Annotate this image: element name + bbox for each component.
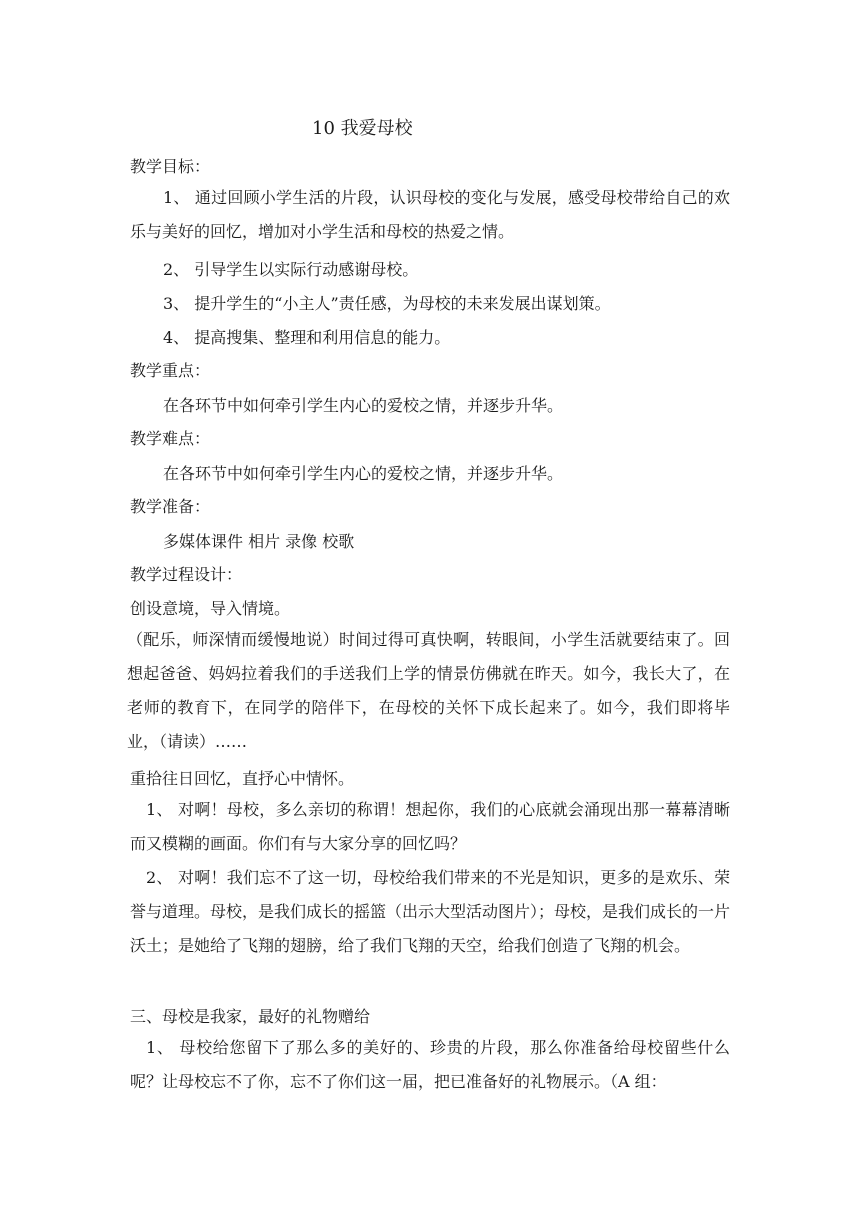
preparation-text: 多媒体课件 相片 录像 校歌 (163, 532, 355, 551)
key-points-text: 在各环节中如何牵引学生内心的爱校之情，并逐步升华。 (163, 396, 564, 415)
key-points-heading: 教学重点： (130, 361, 211, 380)
objective-item-2: 2、 引导学生以实际行动感谢母校。 (163, 260, 419, 279)
step1-body: （配乐，师深情而缓慢地说）时间过得可真快啊，转眼间，小学生活就要结束了。回想起爸爸、妈妈拉着我们的手送我们上学的情景仿佛就在昨天。如今，我长大了，在老师的教育下，在同学的陪伴下，在母校的关怀下成长起来了。如今，我们即将毕业，（请读）…… (127, 630, 730, 751)
objectives-heading: 教学目标： (130, 157, 211, 176)
step2-item-1: 1、 对啊！母校，多么亲切的称谓！想起你，我们的心底就会涌现出那一幕幕清晰而又模糊的画面。你们有与大家分享的回忆吗？ (130, 800, 730, 853)
objective-item-4: 4、 提高搜集、整理和利用信息的能力。 (163, 328, 451, 347)
objective-item-3: 3、 提升学生的“小主人”责任感，为母校的未来发展出谋划策。 (163, 294, 611, 313)
process-heading: 教学过程设计： (130, 565, 243, 584)
step2-item-2: 2、 对啊！我们忘不了这一切，母校给我们带来的不光是知识，更多的是欢乐、荣誉与道理。母校，是我们成长的摇篮（出示大型活动图片）；母校，是我们成长的一片沃土；是她给了飞翔的翅膀，给了我们飞翔的天空，给我们创造了飞翔的机会。 (130, 868, 731, 955)
step3-item-1: 1、 母校给您留下了那么多的美好的、珍贵的片段，那么你准备给母校留些什么呢？让母校忘不了你，忘不了你们这一届，把已准备好的礼物展示。（A 组： (130, 1038, 730, 1091)
objective-item-1: 1、 通过回顾小学生活的片段，认识母校的变化与发展，感受母校带给自己的欢乐与美好的回忆，增加对小学生活和母校的热爱之情。 (130, 188, 730, 241)
difficulties-text: 在各环节中如何牵引学生内心的爱校之情，并逐步升华。 (163, 464, 564, 483)
step2-heading: 重拾往日回忆，直抒心中情怀。 (130, 769, 355, 788)
step3-heading: 三、母校是我家，最好的礼物赠给 (130, 1007, 371, 1026)
document-title: 10 我爱母校 (312, 118, 413, 139)
preparation-heading: 教学准备： (130, 497, 211, 516)
step1-heading: 创设意境，导入情境。 (130, 599, 291, 618)
difficulties-heading: 教学难点： (130, 429, 211, 448)
